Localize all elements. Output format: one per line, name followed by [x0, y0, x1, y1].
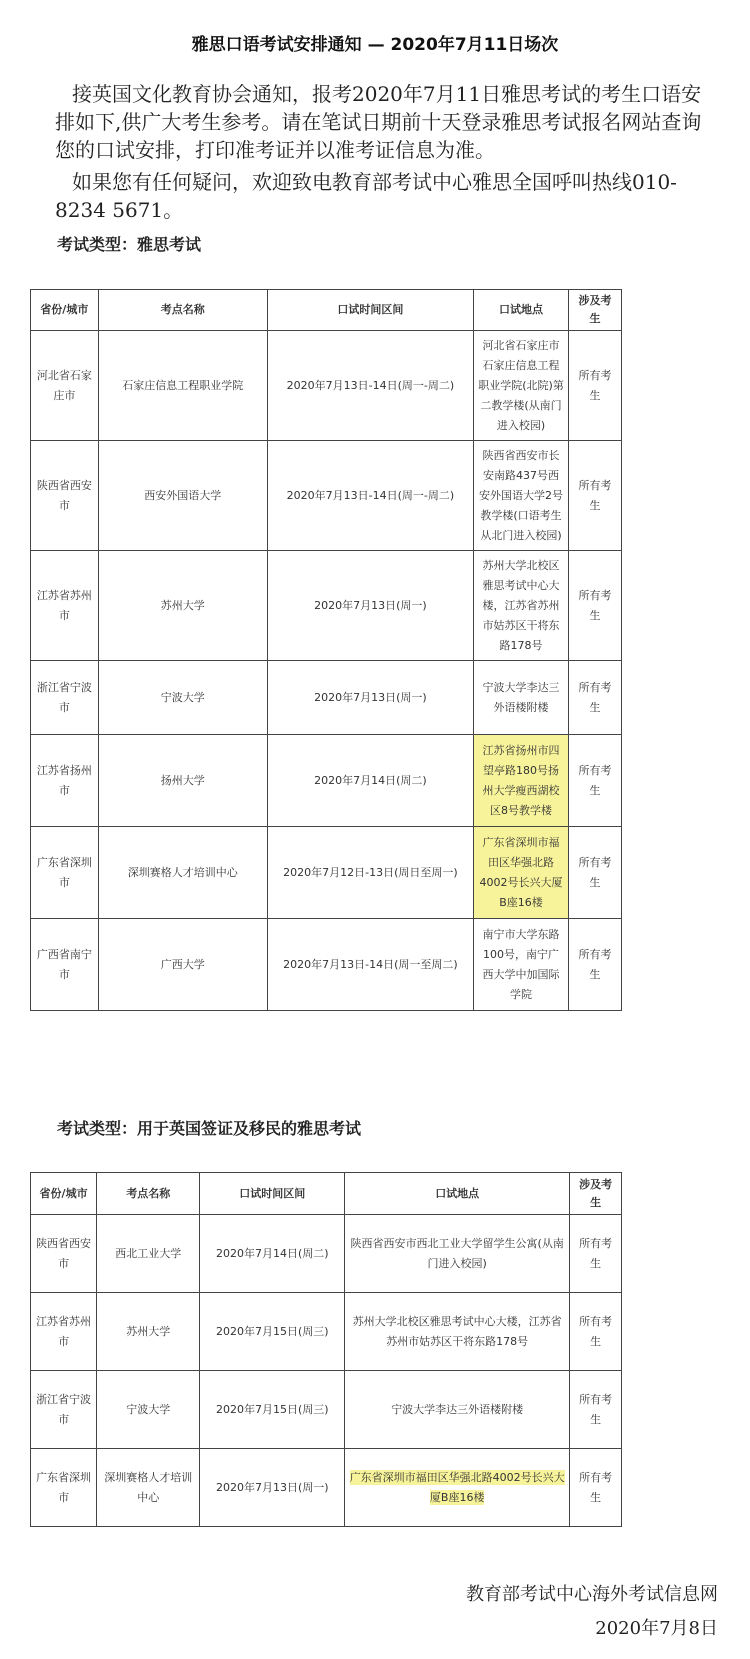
cell-venue: 苏州大学: [97, 1293, 200, 1371]
table-header-row: [31, 290, 622, 331]
cell-candidates: 所有考生: [570, 1293, 622, 1371]
cell-location: 河北省石家庄市石家庄信息工程职业学院(北院)第二教学楼(从南门进入校园): [473, 331, 568, 441]
cell-location: 陕西省西安市西北工业大学留学生公寓(从南门进入校园): [345, 1215, 570, 1293]
cell-venue: 石家庄信息工程职业学院: [98, 331, 267, 441]
intro-paragraph-2: 如果您有任何疑问，欢迎致电教育部考试中心雅思全国呼叫热线010-8234 5671。: [55, 170, 677, 222]
cell-venue: 扬州大学: [98, 735, 267, 827]
table-row: [31, 441, 622, 551]
table-row: [31, 1449, 622, 1527]
schedule-table-ukvi: [30, 1172, 622, 1527]
cell-time: 2020年7月13日-14日(周一至周二): [267, 919, 473, 1011]
intro-paragraph-1: 接英国文化教育协会通知，报考2020年7月11日雅思考试的考生口语安排如下,供广大考生参考。请在笔试日期前十天登录雅思考试报名网站查询您的口试安排，打印准考证并以准考证信息为准。: [55, 82, 702, 162]
header-time: 口试时间区间: [267, 290, 473, 331]
header-venue: 考点名称: [98, 290, 267, 331]
cell-candidates: 所有考生: [569, 735, 622, 827]
header-venue: 考点名称: [97, 1173, 200, 1215]
cell-candidates: 所有考生: [569, 331, 622, 441]
cell-candidates: 所有考生: [570, 1371, 622, 1449]
schedule-table-ielts: [30, 289, 622, 1011]
cell-location-highlighted: 广东省深圳市福田区华强北路4002号长兴大厦B座16楼: [473, 827, 568, 919]
table-row: [31, 1371, 622, 1449]
table-row: [31, 735, 622, 827]
cell-location: 陕西省西安市长安南路437号西安外国语大学2号教学楼(口语考生从北门进入校园): [473, 441, 568, 551]
cell-time: 2020年7月12日-13日(周日至周一): [267, 827, 473, 919]
cell-location-highlighted: [345, 1449, 570, 1527]
table-row: [31, 1293, 622, 1371]
header-time: 口试时间区间: [200, 1173, 345, 1215]
cell-location: 南宁市大学东路100号，南宁广西大学中加国际学院: [473, 919, 568, 1011]
cell-city: 广东省深圳市: [31, 1449, 97, 1527]
cell-venue: 西安外国语大学: [98, 441, 267, 551]
cell-time: 2020年7月15日(周三): [200, 1371, 345, 1449]
cell-time: 2020年7月14日(周二): [267, 735, 473, 827]
header-location: 口试地点: [345, 1173, 570, 1215]
cell-time: 2020年7月13日(周一): [267, 661, 473, 735]
header-candidates: 涉及考生: [569, 290, 622, 331]
cell-location-highlighted: 江苏省扬州市四望亭路180号扬州大学瘦西湖校区8号教学楼: [473, 735, 568, 827]
cell-time: 2020年7月13日(周一): [200, 1449, 345, 1527]
cell-city: 广西省南宁市: [31, 919, 99, 1011]
cell-city: 浙江省宁波市: [31, 1371, 97, 1449]
table-row: [31, 1215, 622, 1293]
cell-venue: 宁波大学: [97, 1371, 200, 1449]
cell-city: 江苏省苏州市: [31, 551, 99, 661]
table-row: [31, 331, 622, 441]
cell-time: 2020年7月14日(周二): [200, 1215, 345, 1293]
cell-time: 2020年7月15日(周三): [200, 1293, 345, 1371]
cell-time: 2020年7月13日-14日(周一-周二): [267, 441, 473, 551]
cell-venue: 宁波大学: [98, 661, 267, 735]
footer-date: 2020年7月8日: [595, 1618, 718, 1639]
table-row: [31, 661, 622, 735]
cell-candidates: 所有考生: [570, 1215, 622, 1293]
footer-organization: 教育部考试中心海外考试信息网: [466, 1584, 718, 1605]
header-city: 省份/城市: [31, 1173, 97, 1215]
header-city: 省份/城市: [31, 290, 99, 331]
cell-candidates: 所有考生: [570, 1449, 622, 1527]
cell-location: 宁波大学李达三外语楼附楼: [345, 1371, 570, 1449]
cell-time: 2020年7月13日(周一): [267, 551, 473, 661]
cell-candidates: 所有考生: [569, 827, 622, 919]
cell-candidates: 所有考生: [569, 441, 622, 551]
cell-city: 陕西省西安市: [31, 441, 99, 551]
page-title: 雅思口语考试安排通知 — 2020年7月11日场次: [191, 35, 559, 55]
cell-venue: 深圳赛格人才培训中心: [97, 1449, 200, 1527]
cell-venue: 苏州大学: [98, 551, 267, 661]
table-row: [31, 551, 622, 661]
header-location: 口试地点: [473, 290, 568, 331]
cell-venue: 西北工业大学: [97, 1215, 200, 1293]
section-2-heading: 考试类型：用于英国签证及移民的雅思考试: [57, 1119, 362, 1138]
table-row: [31, 919, 622, 1011]
cell-location: 宁波大学李达三外语楼附楼: [473, 661, 568, 735]
cell-venue: 广西大学: [98, 919, 267, 1011]
cell-city: 江苏省扬州市: [31, 735, 99, 827]
section-1-heading: 考试类型：雅思考试: [57, 235, 202, 254]
cell-city: 江苏省苏州市: [31, 1293, 97, 1371]
cell-city: 河北省石家庄市: [31, 331, 99, 441]
cell-candidates: 所有考生: [569, 661, 622, 735]
header-candidates: 涉及考生: [570, 1173, 622, 1215]
table-row: [31, 827, 622, 919]
cell-time: 2020年7月13日-14日(周一-周二): [267, 331, 473, 441]
cell-city: 广东省深圳市: [31, 827, 99, 919]
cell-candidates: 所有考生: [569, 919, 622, 1011]
cell-city: 浙江省宁波市: [31, 661, 99, 735]
cell-venue: 深圳赛格人才培训中心: [98, 827, 267, 919]
cell-candidates: 所有考生: [569, 551, 622, 661]
table-header-row: [31, 1173, 622, 1215]
cell-location: 苏州大学北校区雅思考试中心大楼，江苏省苏州市姑苏区干将东路178号: [345, 1293, 570, 1371]
highlighted-address: 广东省深圳市福田区华强北路4002号长兴大厦B座16楼: [349, 1470, 565, 1504]
cell-location: 苏州大学北校区雅思考试中心大楼，江苏省苏州市姑苏区干将东路178号: [473, 551, 568, 661]
cell-city: 陕西省西安市: [31, 1215, 97, 1293]
